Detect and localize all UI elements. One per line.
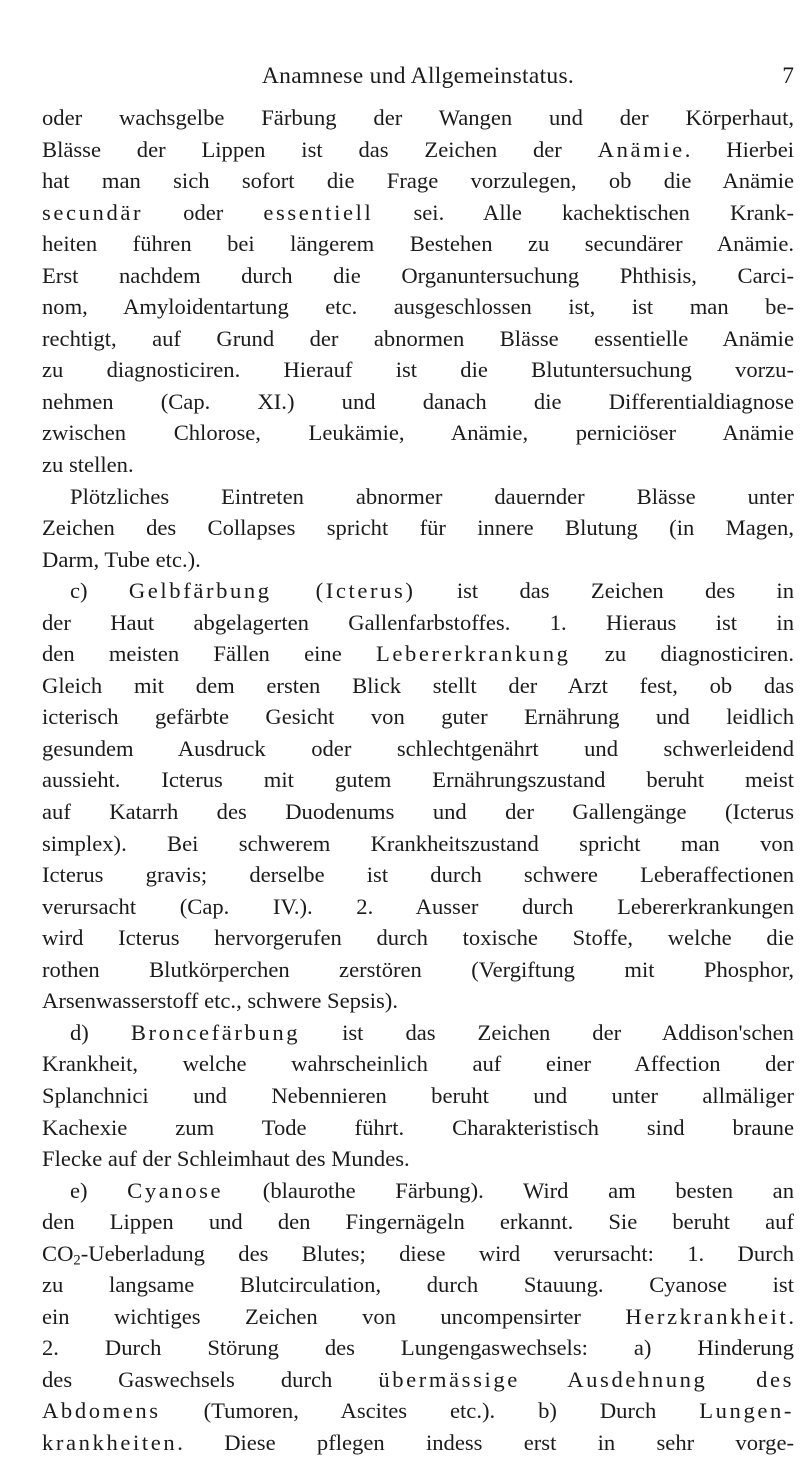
text-run: nehmen (Cap. XI.) und danach die Differentialdiagnose (42, 388, 794, 414)
text-run: den meisten Fällen eine (42, 641, 376, 667)
text-line (42, 733, 794, 765)
text-line (42, 1238, 794, 1270)
text-line (42, 796, 794, 828)
emphasized-term: Broncefärbung (130, 1019, 301, 1045)
text-run: Splanchnici und Nebennieren beruht und unter allmäliger (42, 1082, 794, 1108)
text-line (42, 544, 794, 576)
text-line (42, 1080, 794, 1112)
emphasized-term: secundär (42, 199, 144, 225)
text-line (42, 1269, 794, 1301)
text-line (42, 512, 794, 544)
text-run: Darm, Tube etc.). (42, 546, 201, 572)
text-run: . Diese pflegen indess erst in sehr vorge- (177, 1429, 794, 1455)
text-line (42, 954, 794, 986)
text-run: zu langsame Blutcirculation, durch Stauung. Cyanose ist (42, 1272, 794, 1298)
text-line (42, 165, 794, 197)
text-line (42, 1301, 794, 1333)
emphasized-term: Cyanose (127, 1177, 224, 1203)
text-run: auf Katarrh des Duodenums und der Gallengänge (Icterus (42, 799, 794, 825)
text-run: CO (42, 1240, 74, 1266)
text-run: Blässe der Lippen ist das Zeichen der (42, 136, 598, 162)
text-line (42, 1048, 794, 1080)
text-run: 2. Durch Störung des Lungengaswechsels: a) Hinderung (42, 1335, 794, 1361)
text-run: heiten führen bei längerem Bestehen zu secundärer Anämie. (42, 231, 794, 257)
emphasized-term: essentiell (263, 199, 374, 225)
text-line (42, 575, 794, 607)
text-line (42, 764, 794, 796)
text-line (42, 1017, 794, 1049)
text-line (42, 638, 794, 670)
text-run: oder wachsgelbe Färbung der Wangen und der Körperhaut, (42, 105, 794, 130)
text-line (42, 922, 794, 954)
running-title: Anamnese und Allgemeinstatus. (261, 63, 575, 89)
emphasized-term: Anämie (597, 136, 685, 162)
text-run: (blaurothe Färbung). Wird am besten an (223, 1177, 794, 1203)
text-run: des Gaswechsels durch (42, 1366, 379, 1392)
text-run: verursacht (Cap. IV.). 2. Ausser durch Lebererkrankungen (42, 893, 794, 919)
emphasized-term: krankheiten (42, 1429, 178, 1455)
text-run: (Tumoren, Ascites etc.). b) Durch (160, 1398, 700, 1424)
emphasized-term: Lungen- (699, 1398, 794, 1424)
text-run: hat man sich sofort die Frage vorzulegen, ob die Anämie (42, 168, 794, 194)
text-line (42, 1395, 794, 1427)
text-line (42, 323, 794, 355)
body-text (42, 102, 794, 1459)
text-run: nom, Amyloidentartung etc. ausgeschlossen ist, ist man be- (42, 294, 794, 320)
emphasized-term: Herzkrankheit (625, 1303, 789, 1329)
text-line (42, 1364, 794, 1396)
page-number: 7 (782, 63, 794, 89)
text-line (42, 102, 794, 134)
text-run: zu stellen. (42, 452, 134, 478)
text-line (42, 1175, 794, 1207)
text-line (42, 1206, 794, 1238)
text-line (42, 891, 794, 923)
text-run: rechtigt, auf Grund der abnormen Blässe essentielle Anämie (42, 325, 794, 351)
text-line (42, 1427, 794, 1459)
running-header (42, 56, 794, 96)
emphasized-term: übermässige Ausdehnung des (378, 1366, 794, 1392)
text-line (42, 291, 794, 323)
book-page (42, 56, 794, 1459)
text-run: . (788, 1303, 794, 1329)
text-run: zu diagnosticiren. Hierauf ist die Blutuntersuchung vorzu- (42, 357, 794, 383)
text-run: gesundem Ausdruck oder schlechtgenährt und schwerleidend (42, 735, 794, 761)
text-line (42, 228, 794, 260)
text-run: ist das Zeichen der Addison'schen (300, 1019, 794, 1045)
text-run: Flecke auf der Schleimhaut des Mundes. (42, 1146, 410, 1172)
text-line (42, 354, 794, 386)
text-run: Arsenwasserstoff etc., schwere Sepsis). (42, 988, 398, 1014)
text-run: Erst nachdem durch die Organuntersuchung Phthisis, Carci- (42, 262, 794, 288)
text-run: ist das Zeichen des in (415, 578, 795, 604)
text-run: c) (70, 578, 129, 604)
text-run: oder (143, 199, 264, 225)
text-run: . Hierbei (684, 136, 794, 162)
text-run: wird Icterus hervorgerufen durch toxische Stoffe, welche die (42, 925, 794, 951)
text-run: Kachexie zum Tode führt. Charakteristisch sind braune (42, 1114, 794, 1140)
text-line (42, 985, 794, 1017)
text-line (42, 417, 794, 449)
text-line (42, 134, 794, 166)
text-line (42, 481, 794, 513)
text-run: Gleich mit dem ersten Blick stellt der Arzt fest, ob das (42, 672, 794, 698)
text-run: ein wichtiges Zeichen von uncompensirter (42, 1303, 626, 1329)
text-line (42, 670, 794, 702)
text-run: Zeichen des Collapses spricht für innere Blutung (in Magen, (42, 515, 794, 541)
text-line (42, 386, 794, 418)
text-run: simplex). Bei schwerem Krankheitszustand spricht man von (42, 830, 794, 856)
text-line (42, 701, 794, 733)
text-line (42, 859, 794, 891)
text-run: der Haut abgelagerten Gallenfarbstoffes. 1. Hieraus ist in (42, 609, 794, 635)
text-run: e) (70, 1177, 128, 1203)
emphasized-term: Lebererkrankung (375, 641, 571, 667)
emphasized-term: Gelbfärbung (Icterus) (128, 578, 416, 604)
text-run: zwischen Chlorose, Leukämie, Anämie, perniciöser Anämie (42, 420, 794, 446)
text-run: aussieht. Icterus mit gutem Ernährungszustand beruht meist (42, 767, 794, 793)
text-run: Krankheit, welche wahrscheinlich auf einer Affection der (42, 1051, 794, 1077)
text-run: icterisch gefärbte Gesicht von guter Ernährung und leidlich (42, 704, 794, 730)
text-line (42, 1143, 794, 1175)
text-line (42, 260, 794, 292)
text-line (42, 449, 794, 481)
text-line (42, 828, 794, 860)
text-run: d) (70, 1019, 131, 1045)
text-line (42, 607, 794, 639)
text-run: den Lippen und den Fingernägeln erkannt. Sie beruht auf (42, 1209, 794, 1235)
text-run: -Ueberladung des Blutes; diese wird verursacht: 1. Durch (80, 1240, 794, 1266)
text-line (42, 1112, 794, 1144)
text-line (42, 1332, 794, 1364)
text-run: Plötzliches Eintreten abnormer dauernder Blässe unter (70, 483, 794, 509)
emphasized-term: Abdomens (42, 1398, 161, 1424)
text-run: rothen Blutkörperchen zerstören (Vergiftung mit Phosphor, (42, 956, 794, 982)
text-run: sei. Alle kachektischen Krank- (373, 199, 794, 225)
text-run: zu diagnosticiren. (570, 641, 794, 667)
text-line (42, 197, 794, 229)
subscript: 2 (73, 1252, 81, 1269)
text-run: Icterus gravis; derselbe ist durch schwere Leberaffectionen (42, 862, 794, 888)
